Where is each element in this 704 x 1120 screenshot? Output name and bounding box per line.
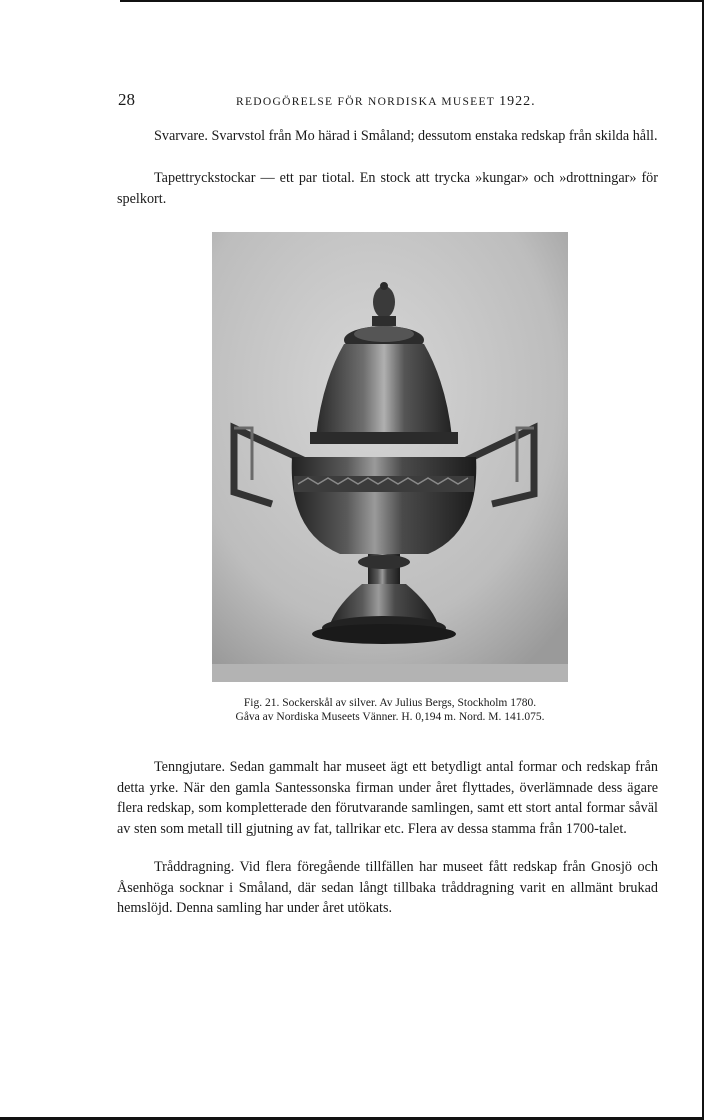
figure-caption (150, 697, 630, 724)
figure-sugar-bowl-photo (212, 232, 568, 682)
figure-caption-line-1: Fig. 21. Sockerskål av silver. Av Julius Bergs, Stockholm 1780. (243, 697, 537, 709)
figure-caption-line-2: Gåva av Nordiska Museets Vänner. H. 0,194 m. Nord. M. 141.075. (235, 710, 545, 723)
paragraph-tenngjutare: Tenngjutare. Sedan gammalt har museet ägt ett betydligt antal formar och redskap från detta yrke. När den gamla Santessonska firman under året flyttades, överlämnade dess ägare flera redskap, som kompletterade den förutvarande samlingen, samt ett stort antal formar såväl av sten som metall till gjutning av fat, tallrikar etc. Flera av dessa stamma från 1700-talet. (117, 759, 658, 837)
running-head-title: REDOGÖRELSE FÖR NORDISKA MUSEET (236, 96, 495, 108)
paragraph-svarvare: Svarvare. Svarvstol från Mo härad i Småland; dessutom enstaka redskap från skilda håll. (154, 128, 658, 144)
page-number: 28 (118, 90, 135, 109)
running-head-year: 1922. (499, 94, 536, 109)
running-head (236, 94, 536, 110)
paragraph-tapettryckstockar: Tapettryckstockar — ett par tiotal. En stock att trycka »kungar» och »drottningar» för spelkort. (117, 170, 658, 207)
scan-edge-top (120, 0, 704, 2)
paragraph-traddragning: Tråddragning. Vid flera föregående tillfällen har museet fått redskap från Gnosjö och Åsenhöga socknar i Småland, där sedan långt tillbaka tråddragning varit en allmänt brukad hemslöjd. Denna samling har under året utökats. (117, 859, 658, 916)
